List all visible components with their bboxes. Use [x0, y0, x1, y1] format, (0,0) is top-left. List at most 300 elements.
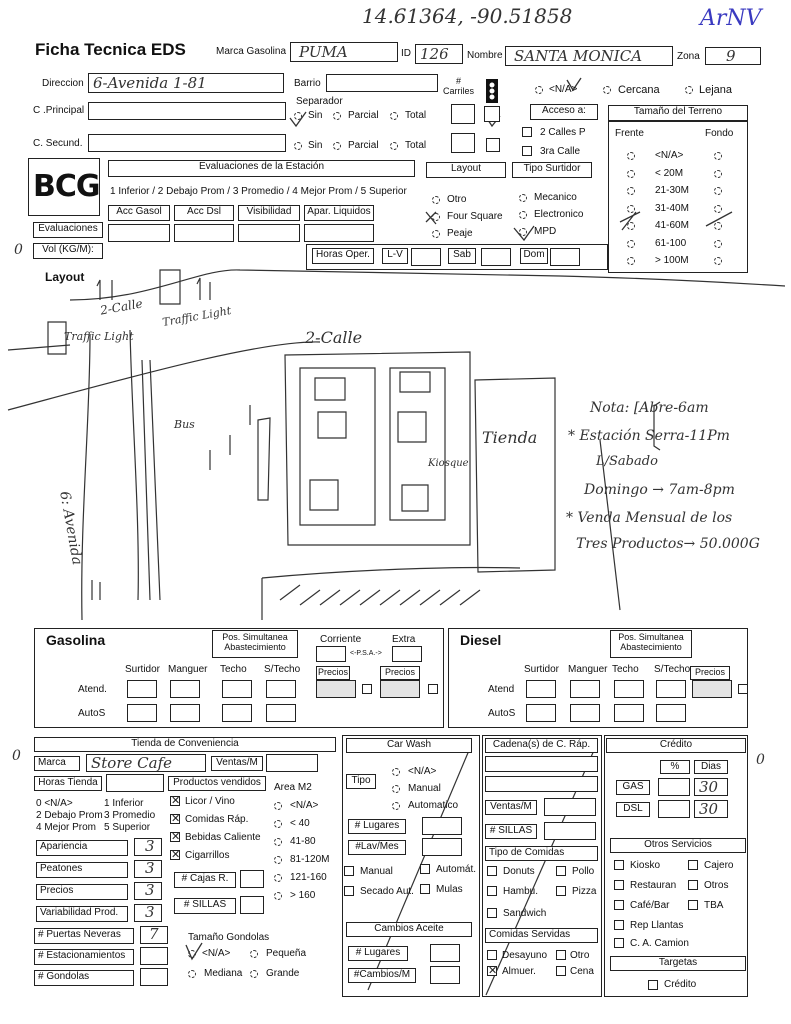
rating-field[interactable]: [134, 882, 162, 900]
servicio-checkbox[interactable]: [614, 880, 624, 890]
sketch-bus: Bus: [174, 418, 195, 431]
eval-col-header: Acc Gasol: [108, 205, 170, 221]
note-line-1: Nota: [Abre-6am: [590, 400, 709, 416]
layout-radio[interactable]: [432, 196, 440, 204]
gas-precios-2: Precios: [380, 666, 420, 680]
gond-mediana-label: Mediana: [204, 968, 243, 979]
cp-sin-label: Sin: [308, 110, 323, 121]
scale-line: 1 Inferior: [104, 798, 144, 809]
producto-checkbox[interactable]: [170, 814, 180, 824]
pct-label: %: [660, 760, 690, 774]
mulas-checkbox[interactable]: [420, 884, 430, 894]
corriente-label: Corriente: [320, 634, 362, 645]
surtidor-radio[interactable]: [519, 211, 527, 219]
servicio-checkbox[interactable]: [688, 900, 698, 910]
gas-pct-field[interactable]: [658, 778, 690, 796]
pump-field[interactable]: [266, 704, 296, 722]
ca-lugares-label: # Lugares: [348, 946, 408, 961]
sketch-tienda: Tienda: [482, 428, 538, 447]
fondo-radio[interactable]: [714, 257, 722, 265]
fondo-radio[interactable]: [714, 240, 722, 248]
rating-label: Variabilidad Prod.: [36, 906, 128, 922]
vol-header: Vol (KG/M):: [33, 243, 103, 259]
pump-field[interactable]: [526, 704, 556, 722]
layout-option-label: Peaje: [447, 228, 473, 239]
id-label: ID: [401, 48, 411, 59]
pump-field[interactable]: [127, 704, 157, 722]
column-header: Manguer: [568, 664, 608, 675]
tamano-gondolas-label: Tamaño Gondolas: [188, 932, 270, 943]
dsl-pct-field[interactable]: [658, 800, 690, 818]
evaluaciones-header: Evaluaciones: [33, 222, 103, 238]
tienda-header: Tienda de Conveniencia: [34, 737, 336, 752]
fondo-radio[interactable]: [714, 187, 722, 195]
zero-mark-top: 0: [14, 242, 23, 258]
id-field[interactable]: 126: [415, 44, 463, 64]
zero-mark-right: 0: [756, 752, 765, 768]
frente-radio[interactable]: [627, 170, 635, 178]
pump-field[interactable]: [656, 680, 686, 698]
credito-checkbox[interactable]: [648, 980, 658, 990]
eval-field[interactable]: [238, 224, 300, 242]
sketch-traffic-light-2: Traffic Light: [64, 330, 134, 343]
comida-label: Pollo: [572, 866, 595, 877]
cp-signal-box[interactable]: [484, 106, 500, 122]
servicio-label: Cajero: [704, 860, 734, 871]
servicio-label: Otros: [704, 880, 729, 891]
column-header: Manguer: [168, 664, 208, 675]
precio-field[interactable]: [316, 680, 356, 698]
eval-header: Evaluaciones de la Estación: [108, 160, 415, 177]
sketch-avenida: 6: Avenida: [56, 490, 85, 567]
dsl-dias-field[interactable]: 30: [694, 800, 728, 818]
separador-label: Separador: [296, 96, 343, 107]
producto-label: Cigarrillos: [185, 850, 230, 861]
scale-line: 0 <N/A>: [36, 798, 73, 809]
surtidor-option-label: MPD: [534, 226, 557, 237]
area-label: <N/A>: [290, 800, 319, 811]
servicio-checkbox[interactable]: [614, 860, 624, 870]
servicio-label: Kiosko: [630, 860, 661, 871]
cs-sin-radio[interactable]: [294, 142, 302, 150]
fondo-label: Fondo: [705, 128, 734, 139]
size-label: < 20M: [655, 167, 684, 179]
c-principal-field[interactable]: [88, 102, 286, 120]
comidas-servidas-header: Comidas Servidas: [485, 928, 598, 943]
servicio-label: C. A. Camion: [630, 938, 689, 949]
desayuno-label: Desayuno: [502, 950, 548, 961]
horas-oper-label: Horas Oper.: [312, 248, 374, 264]
size-label: 61-100: [655, 237, 687, 249]
precio-checkbox[interactable]: [362, 684, 372, 694]
cadena-ventas-label: Ventas/M: [485, 800, 537, 815]
area-label: > 160: [290, 890, 316, 901]
lav-mes-label: #Lav/Mes: [348, 840, 406, 855]
area-radio[interactable]: [274, 838, 282, 846]
gond-na-radio[interactable]: [188, 950, 196, 958]
cambios-m-field[interactable]: [430, 966, 460, 984]
layout-option-label: Otro: [447, 194, 467, 205]
cw-lugares-field[interactable]: [422, 817, 462, 835]
cw-auto-label: Automatico: [408, 800, 459, 811]
sab-field[interactable]: [481, 248, 511, 266]
otro-checkbox[interactable]: [556, 950, 566, 960]
fondo-radio[interactable]: [714, 205, 722, 213]
surtidor-option-label: Mecanico: [534, 192, 577, 203]
rating-field[interactable]: [134, 860, 162, 878]
na-radio[interactable]: [535, 86, 543, 94]
rating-field[interactable]: [134, 838, 162, 856]
cs-carriles-field[interactable]: [451, 133, 475, 153]
calles2-checkbox[interactable]: [522, 127, 532, 137]
dsl-pos-sim: Pos. Simultanea Abastecimiento: [610, 630, 692, 658]
cercana-label: Cercana: [618, 84, 660, 96]
corriente-field[interactable]: [316, 646, 346, 662]
frente-radio[interactable]: [627, 152, 635, 160]
puertas-label: # Puertas Neveras: [34, 928, 134, 944]
surtidor-radio[interactable]: [519, 228, 527, 236]
cs-parcial-label: Parcial: [348, 140, 379, 151]
rating-label: Precios: [36, 884, 128, 900]
area-label: 81-120M: [290, 854, 330, 865]
extra-field[interactable]: [392, 646, 422, 662]
producto-label: Licor / Vino: [185, 796, 235, 807]
marca-field[interactable]: Store Cafe: [86, 754, 206, 772]
surtidor-option-label: Electronico: [534, 209, 584, 220]
pump-field[interactable]: [222, 680, 252, 698]
eval-col-header: Acc Dsl: [174, 205, 234, 221]
eval-col-header: Apar. Liquidos: [304, 205, 374, 221]
lv-label: L-V: [382, 248, 408, 264]
producto-label: Bebidas Caliente: [185, 832, 261, 843]
rating-value: 3: [145, 837, 155, 855]
barrio-field[interactable]: [326, 74, 438, 92]
servicio-checkbox[interactable]: [688, 880, 698, 890]
pump-field[interactable]: [614, 680, 644, 698]
cs-sin-label: Sin: [308, 140, 323, 151]
tamano-terreno-box: [608, 121, 748, 273]
sketch-traffic-light-1: Traffic Light: [161, 304, 233, 329]
scale-line: 5 Superior: [104, 822, 151, 833]
autos-label: AutoS: [488, 708, 516, 719]
automat-checkbox[interactable]: [420, 864, 430, 874]
sketch-calle-left: 2-Calle: [99, 296, 144, 318]
area-radio[interactable]: [274, 802, 282, 810]
cp-total-label: Total: [405, 110, 427, 121]
cw-manual-check-label: Manual: [360, 866, 393, 877]
eval-field[interactable]: [174, 224, 234, 242]
pump-field[interactable]: [526, 680, 556, 698]
producto-checkbox[interactable]: [170, 850, 180, 860]
brand-field[interactable]: PUMA: [290, 42, 398, 62]
frente-radio[interactable]: [627, 257, 635, 265]
gas-label: GAS: [616, 780, 650, 795]
area-label: 41-80: [290, 836, 316, 847]
initials: ArNV: [700, 6, 762, 31]
cp-carriles-field[interactable]: [451, 104, 475, 124]
lv-field[interactable]: [411, 248, 441, 266]
column-header: Surtidor: [125, 664, 161, 675]
name-field[interactable]: SANTA MONICA: [505, 46, 673, 66]
precio-field[interactable]: [692, 680, 732, 698]
sketch-calle-main: 2-Calle: [305, 328, 363, 347]
c-secund-field[interactable]: [88, 134, 286, 152]
acceso-header: Acceso a:: [530, 104, 598, 120]
gond-grande-radio[interactable]: [250, 970, 258, 978]
cp-parcial-radio[interactable]: [333, 112, 341, 120]
eval-col-header: Visibilidad: [238, 205, 300, 221]
rating-value: 3: [145, 903, 155, 921]
eval-field[interactable]: [304, 224, 374, 242]
cw-na-label: <N/A>: [408, 766, 437, 777]
lejana-label: Lejana: [699, 84, 733, 96]
pump-field[interactable]: [222, 704, 252, 722]
calle3-checkbox[interactable]: [522, 146, 532, 156]
cp-total-radio[interactable]: [390, 112, 398, 120]
bcg-logo: BCG: [33, 169, 100, 204]
gond-na-label: <N/A>: [202, 948, 231, 959]
area-label: 121-160: [290, 872, 327, 883]
almuer-label: Almuer.: [502, 966, 536, 977]
tipo-surtidor-header: Tipo Surtidor: [512, 162, 592, 178]
column-header: Surtidor: [524, 664, 560, 675]
puertas-field[interactable]: 7: [140, 926, 168, 944]
frente-radio[interactable]: [627, 187, 635, 195]
layout-option-label: Four Square: [447, 211, 503, 222]
servicio-label: Rep Llantas: [630, 920, 684, 931]
area-label: < 40: [290, 818, 310, 829]
horas-tienda-field[interactable]: [106, 774, 164, 792]
zone-field[interactable]: 9: [705, 47, 761, 65]
fondo-radio[interactable]: [714, 170, 722, 178]
layout-radio[interactable]: [432, 213, 440, 221]
ventas-m-label: Ventas/M: [211, 756, 263, 771]
scale-line: 2 Debajo Prom: [36, 810, 103, 821]
gas-pos-sim: Pos. Simultanea Abastecimiento: [212, 630, 298, 658]
otro-label: Otro: [570, 950, 590, 961]
cena-checkbox[interactable]: [556, 966, 566, 976]
layout-radio[interactable]: [432, 230, 440, 238]
column-header: S/Techo: [654, 664, 691, 675]
area-radio[interactable]: [274, 856, 282, 864]
frente-radio[interactable]: [627, 222, 635, 230]
automat-label: Automát.: [436, 864, 477, 875]
size-label: > 100M: [655, 255, 689, 266]
layout-header: Layout: [426, 162, 506, 178]
cadena-field-1[interactable]: [485, 756, 598, 772]
gondolas-field[interactable]: [140, 968, 168, 986]
brand-label: Marca Gasolina: [216, 46, 287, 57]
comida-label: Pizza: [572, 886, 597, 897]
dsl-precios: Precios: [690, 666, 730, 680]
lav-mes-field[interactable]: [422, 838, 462, 856]
carwash-header: Car Wash: [346, 738, 472, 753]
cs-parcial-radio[interactable]: [333, 142, 341, 150]
servicio-checkbox[interactable]: [688, 860, 698, 870]
comida-checkbox[interactable]: [487, 886, 497, 896]
cp-parcial-label: Parcial: [348, 110, 379, 121]
cs-total-radio[interactable]: [390, 142, 398, 150]
frente-radio[interactable]: [627, 205, 635, 213]
cs-signal-box[interactable]: [486, 138, 500, 152]
cadena-header: Cadena(s) de C. Ráp.: [485, 738, 598, 753]
cs-total-label: Total: [405, 140, 427, 151]
pump-field[interactable]: [170, 680, 200, 698]
carriles-label: # Carriles: [443, 76, 475, 96]
name-label: Nombre: [467, 50, 503, 61]
producto-checkbox[interactable]: [170, 796, 180, 806]
pump-field[interactable]: [614, 704, 644, 722]
lejana-radio[interactable]: [685, 86, 693, 94]
pump-field[interactable]: [656, 704, 686, 722]
layout-title: Layout: [45, 270, 85, 284]
barrio-label: Barrio: [294, 78, 321, 89]
comida-label: Sandwich: [503, 908, 547, 919]
cambios-m-label: #Cambios/M: [348, 968, 416, 983]
area-radio[interactable]: [274, 892, 282, 900]
frente-radio[interactable]: [627, 240, 635, 248]
otros-servicios-header: Otros Servicios: [610, 838, 746, 853]
surtidor-radio[interactable]: [519, 194, 527, 202]
secado-label: Secado Aut.: [360, 886, 414, 897]
cercana-radio[interactable]: [603, 86, 611, 94]
cadena-ventas-field[interactable]: [544, 798, 596, 816]
note-line-3: L/Sabado: [596, 454, 658, 469]
rating-label: Apariencia: [36, 840, 128, 856]
cw-manual-checkbox[interactable]: [344, 866, 354, 876]
frente-label: Frente: [615, 128, 644, 139]
precio-checkbox[interactable]: [738, 684, 748, 694]
gond-pequena-label: Pequeña: [266, 948, 307, 959]
address-field[interactable]: 6-Avenida 1-81: [88, 73, 284, 93]
rating-value: 3: [145, 881, 155, 899]
cw-lugares-label: # Lugares: [348, 819, 406, 834]
fondo-radio[interactable]: [714, 152, 722, 160]
servicio-label: TBA: [704, 900, 724, 911]
cadena-sillas-field[interactable]: [544, 822, 596, 840]
note-line-2: * Estación Serra-11Pm: [568, 428, 730, 444]
sketch-kiosk: Kiosque: [428, 458, 469, 469]
psa-label: <-P.S.A.->: [350, 650, 382, 657]
secado-checkbox[interactable]: [344, 886, 354, 896]
gond-pequena-radio[interactable]: [250, 950, 258, 958]
size-label: 21-30M: [655, 185, 689, 196]
rating-field[interactable]: [134, 904, 162, 922]
calles2-label: 2 Calles P: [540, 127, 586, 138]
comida-label: Hambu.: [503, 886, 539, 897]
size-label: 41-60M: [655, 220, 689, 231]
note-line-4: Domingo → 7am-8pm: [584, 482, 735, 498]
cadena-field-2[interactable]: [485, 776, 598, 792]
c-principal-label: C .Principal: [33, 105, 85, 116]
dsl-label: DSL: [616, 802, 650, 817]
tipo-label: Tipo: [346, 774, 376, 789]
gasolina-title: Gasolina: [46, 632, 106, 648]
almuer-checkbox[interactable]: [487, 966, 497, 976]
producto-label: Comidas Ráp.: [185, 814, 249, 825]
comida-checkbox[interactable]: [556, 866, 566, 876]
area-radio[interactable]: [274, 874, 282, 882]
comida-checkbox[interactable]: [556, 886, 566, 896]
cajas-label: # Cajas R.: [174, 872, 236, 888]
comida-checkbox[interactable]: [487, 908, 497, 918]
targetas-header: Targetas: [610, 956, 746, 971]
credito-check-label: Crédito: [664, 979, 697, 990]
gond-mediana-radio[interactable]: [188, 970, 196, 978]
estacionamientos-label: # Estacionamientos: [34, 949, 134, 965]
cadena-sillas-label: # SILLAS: [485, 824, 537, 839]
sab-label: Sab: [448, 248, 476, 264]
cena-label: Cena: [570, 966, 594, 977]
column-header: Techo: [220, 664, 247, 675]
zone-label: Zona: [677, 51, 700, 62]
cw-na-radio[interactable]: [392, 768, 400, 776]
gas-dias-field[interactable]: 30: [694, 778, 728, 796]
precio-field[interactable]: [380, 680, 420, 698]
scale-line: 4 Mejor Prom: [36, 822, 97, 833]
logo-box: [28, 158, 100, 216]
desayuno-checkbox[interactable]: [487, 950, 497, 960]
ventas-m-field[interactable]: [266, 754, 318, 772]
tamano-terreno-header: Tamaño del Terreno: [608, 105, 748, 121]
pump-field[interactable]: [266, 680, 296, 698]
servicio-checkbox[interactable]: [614, 938, 624, 948]
cambios-aceite-header: Cambios Aceite: [346, 922, 472, 937]
fondo-radio[interactable]: [714, 222, 722, 230]
sillas-label: # SILLAS: [174, 898, 236, 914]
servicio-label: Restauran: [630, 880, 677, 891]
cajas-field[interactable]: [240, 870, 264, 888]
coordinates: 14.61364, -90.51858: [362, 4, 573, 28]
address-label: Direccion: [42, 78, 84, 89]
tipo-comidas-header: Tipo de Comidas: [485, 846, 598, 861]
gond-grande-label: Grande: [266, 968, 300, 979]
cw-manual-radio[interactable]: [392, 785, 400, 793]
servicio-checkbox[interactable]: [614, 920, 624, 930]
cw-auto-radio[interactable]: [392, 802, 400, 810]
dom-field[interactable]: [550, 248, 580, 266]
note-line-5: * Venda Mensual de los: [566, 510, 733, 526]
producto-checkbox[interactable]: [170, 832, 180, 842]
pump-field[interactable]: [570, 704, 600, 722]
na-label: <N/A>: [549, 84, 578, 95]
pump-field[interactable]: [170, 704, 200, 722]
ca-lugares-field[interactable]: [430, 944, 460, 962]
eval-field[interactable]: [108, 224, 170, 242]
column-header: S/Techo: [264, 664, 301, 675]
comida-label: Donuts: [503, 866, 535, 877]
gas-precios-1: Precios: [316, 666, 350, 680]
column-header: Techo: [612, 664, 639, 675]
servicio-checkbox[interactable]: [614, 900, 624, 910]
eval-scale: 1 Inferior / 2 Debajo Prom / 3 Promedio / 4 Mejor Prom / 5 Superior: [110, 186, 407, 197]
area-label: Area M2: [274, 782, 312, 793]
cp-sin-radio[interactable]: [294, 112, 302, 120]
comida-checkbox[interactable]: [487, 866, 497, 876]
form-title: Ficha Tecnica EDS: [35, 40, 186, 59]
pump-field[interactable]: [127, 680, 157, 698]
pump-field[interactable]: [570, 680, 600, 698]
sillas-field[interactable]: [240, 896, 264, 914]
area-radio[interactable]: [274, 820, 282, 828]
rating-label: Peatones: [36, 862, 128, 878]
cw-manual-label: Manual: [408, 783, 441, 794]
size-label: 31-40M: [655, 202, 689, 214]
calle3-label: 3ra Calle: [540, 146, 581, 157]
dias-label: Dias: [694, 760, 728, 774]
precio-checkbox[interactable]: [428, 684, 438, 694]
estacionamientos-field[interactable]: [140, 947, 168, 965]
